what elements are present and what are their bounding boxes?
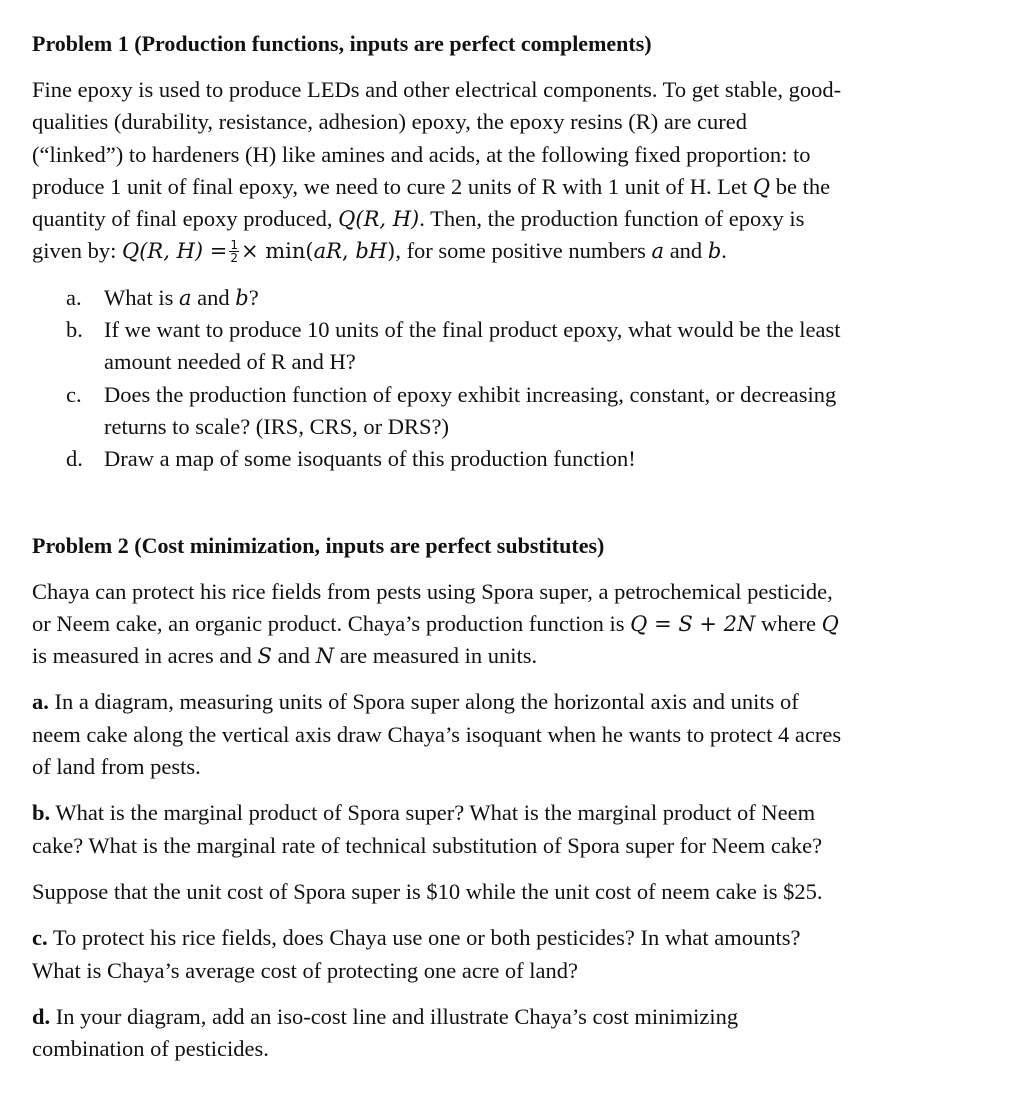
math-var: Q — [821, 611, 839, 636]
question-d — [32, 443, 1002, 475]
math-var: a — [178, 285, 192, 310]
text-span: To protect his rice fields, does Chaya use one or both pesticides? In what amounts? — [47, 925, 801, 951]
question-line: cake? What is the marginal rate of technical substitution of Spora super for Neem cake? — [32, 832, 823, 858]
text-span: Draw a map of some isoquants of this production function! — [104, 446, 636, 472]
math-var: R — [326, 239, 342, 264]
list-marker: d. — [66, 446, 83, 472]
list-marker: c. — [66, 381, 82, 407]
problem2-intro — [32, 576, 1002, 673]
math-var: Q — [752, 174, 771, 199]
fraction-denominator: 2 — [230, 250, 238, 265]
problem2-intro-line: Chaya can protect his rice fields from pests using Spora super, a petrochemical pesticide, — [32, 578, 833, 604]
question-a — [32, 282, 1002, 314]
question-line: What is Chaya’s average cost of protecting one acre of land? — [32, 957, 579, 983]
text-span: given by: — [32, 238, 122, 264]
cost-assumption: Suppose that the unit cost of Spora super is $10 while the unit cost of neem cake is $25. — [32, 878, 823, 904]
text-span: and — [271, 643, 316, 669]
question-line: of land from pests. — [32, 754, 201, 780]
text-span: amount needed of R and H? — [104, 349, 356, 375]
math-var: S — [257, 644, 272, 669]
document-page — [32, 26, 1002, 1065]
text-span: are measured in units. — [334, 643, 538, 669]
text-span: or Neem cake, an organic product. Chaya’s production function is — [32, 610, 631, 636]
question-line — [32, 797, 1002, 829]
problem2-intro-line — [32, 608, 1002, 640]
fraction-numerator: 1 — [230, 237, 238, 252]
problem1-intro-line: Fine epoxy is used to produce LEDs and other electrical components. To get stable, good- — [32, 77, 842, 102]
math-var: b — [355, 239, 369, 264]
math-var: b — [235, 285, 249, 310]
problem2-question-c — [32, 922, 1002, 987]
problem1-intro-line — [32, 203, 1002, 235]
math-var: a — [651, 239, 665, 264]
list-marker: a. — [66, 284, 82, 310]
question-label: a. — [32, 689, 49, 715]
problem1-intro-line — [32, 171, 1002, 203]
text-span: If we want to produce 10 units of the final product epoxy, what would be the least — [104, 317, 841, 343]
question-line — [32, 686, 1002, 718]
math-var: a — [313, 239, 327, 264]
text-span: , for some positive numbers — [395, 238, 652, 264]
math-var: b — [707, 239, 722, 264]
question-label: d. — [32, 1003, 51, 1029]
production-function-equation: Q = S + 2N — [630, 611, 756, 636]
problem1-intro-line: (“linked”) to hardeners (H) like amines and acids, at the following fixed proportion: to — [32, 141, 811, 167]
text-span: Does the production function of epoxy exhibit increasing, constant, or decreasing — [104, 381, 837, 407]
problem1-intro — [32, 74, 1002, 268]
question-label: c. — [32, 925, 48, 951]
problem2-intro-line — [32, 640, 1002, 672]
text-span: What is — [104, 284, 179, 310]
text-span: . Then, the production function of epoxy is — [419, 206, 805, 232]
text-span: In your diagram, add an iso-cost line and illustrate Chaya’s cost minimizing — [50, 1003, 739, 1029]
question-label: b. — [32, 800, 51, 826]
problem2-title: Problem 2 (Cost minimization, inputs are perfect substitutes) — [32, 532, 605, 558]
text-span: What is the marginal product of Spora super? What is the marginal product of Neem — [50, 800, 816, 826]
problem1-questions — [32, 282, 1002, 476]
question-line: neem cake along the vertical axis draw Chaya’s isoquant when he wants to protect 4 acres — [32, 721, 842, 747]
problem1-intro-line: qualities (durability, resistance, adhesion) epoxy, the epoxy resins (R) are cured — [32, 109, 747, 135]
list-marker: b. — [66, 317, 83, 343]
question-c — [32, 379, 1002, 411]
text-span: In a diagram, measuring units of Spora super along the horizontal axis and units of — [48, 689, 799, 715]
text-span: be the — [770, 173, 831, 199]
text-span: ? — [248, 284, 259, 310]
question-line — [32, 922, 1002, 954]
problem2-question-b — [32, 797, 1002, 862]
math-symbol: , — [341, 239, 356, 264]
math-expression: × min( — [241, 239, 314, 264]
question-b-continued — [32, 346, 1002, 378]
text-span: where — [755, 610, 822, 636]
text-span: and — [191, 284, 236, 310]
text-span: . — [721, 238, 727, 264]
math-expression: Q(R, H) — [338, 207, 420, 232]
production-function-line — [32, 235, 1002, 267]
fraction-one-half — [229, 239, 239, 264]
text-span: produce 1 unit of final epoxy, we need to cure 2 units of R with 1 unit of H. Let — [32, 173, 753, 199]
problem2-question-d — [32, 1001, 1002, 1066]
problem1-title: Problem 1 (Production functions, inputs are perfect complements) — [32, 31, 652, 56]
problem2-question-a — [32, 686, 1002, 783]
question-c-continued — [32, 411, 1002, 443]
math-expression: Q(R, H) = — [122, 239, 228, 264]
text-span: and — [664, 238, 708, 264]
math-var: N — [315, 644, 335, 669]
text-span: quantity of final epoxy produced, — [32, 206, 339, 232]
math-var: H — [368, 239, 388, 264]
text-span: returns to scale? (IRS, CRS, or DRS?) — [104, 413, 449, 439]
question-b — [32, 314, 1002, 346]
math-symbol: ) — [387, 239, 396, 264]
question-line — [32, 1001, 1002, 1033]
question-line: combination of pesticides. — [32, 1036, 269, 1062]
text-span: is measured in acres and — [32, 643, 258, 669]
